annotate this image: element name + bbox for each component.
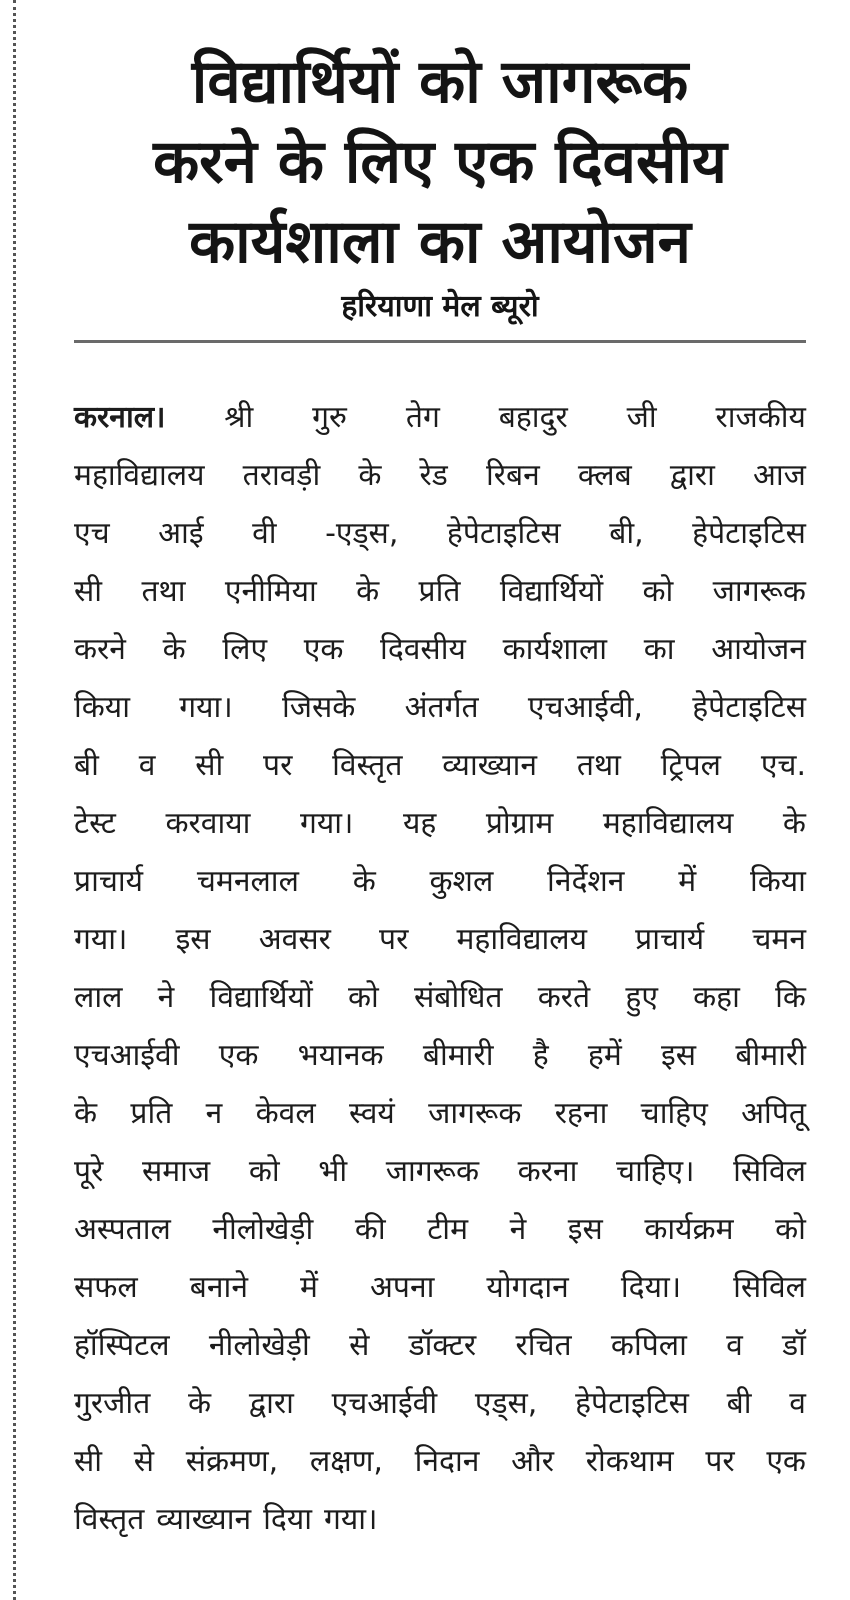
- body-word: डॉक्टर: [408, 1328, 477, 1363]
- body-word: ट्रिपल: [660, 748, 722, 783]
- body-word: निर्देशन: [547, 864, 625, 899]
- body-word: कहा: [693, 980, 740, 1015]
- body-line: [74, 1027, 806, 1085]
- body-word: में: [300, 1270, 318, 1305]
- body-line: [74, 911, 806, 969]
- headline-divider: [74, 340, 806, 343]
- body-word: में: [678, 864, 697, 899]
- body-line: [74, 969, 806, 1027]
- body-word: प्राचार्य: [635, 922, 705, 957]
- column-separator-rule: [13, 0, 16, 1600]
- body-word: व्याख्यान: [156, 1502, 252, 1537]
- body-word: के: [358, 458, 382, 493]
- body-word: यह: [402, 806, 437, 841]
- body-word: चमनलाल: [196, 864, 299, 899]
- body-line: [74, 795, 806, 853]
- body-word: प्राचार्य: [74, 864, 144, 899]
- body-word: बीमारी: [735, 1038, 806, 1073]
- body-word: हेपेटाइटिस: [446, 516, 561, 551]
- body-word: अंतर्गत: [404, 690, 479, 725]
- headline-line: करने के लिए एक दिवसीय: [153, 127, 727, 197]
- body-word: एचआईवी: [74, 1038, 180, 1073]
- body-line: [74, 679, 806, 737]
- body-word: को: [348, 980, 379, 1015]
- body-word: न: [205, 1096, 223, 1131]
- body-word: बनाने: [189, 1270, 248, 1305]
- body-word: तथा: [576, 748, 621, 783]
- body-word: तरावड़ी: [242, 458, 321, 493]
- body-word: किया: [749, 864, 806, 899]
- body-word: इस: [661, 1038, 697, 1073]
- body-word: श्री: [224, 400, 254, 435]
- body-word: एड्स,: [474, 1386, 538, 1421]
- headline: [74, 42, 806, 282]
- body-line: [74, 1259, 806, 1317]
- body-word: गया।: [179, 690, 233, 725]
- body-word: केवल: [255, 1096, 316, 1131]
- body-word: सिविल: [733, 1154, 806, 1189]
- body-word: राजकीय: [715, 400, 806, 435]
- body-word: सी: [74, 574, 103, 609]
- body-word: लाल: [74, 980, 123, 1015]
- body-word: कुशल: [429, 864, 494, 899]
- body-line: [74, 1375, 806, 1433]
- body-word: एचआईवी: [331, 1386, 438, 1421]
- body-word: बी,: [609, 516, 644, 551]
- body-word: के: [356, 574, 380, 609]
- body-word: पर: [705, 1444, 735, 1479]
- news-article: [74, 42, 806, 1549]
- body-word: रिबन: [485, 458, 540, 493]
- body-word: एच: [74, 516, 110, 551]
- body-line: [74, 1491, 806, 1549]
- body-word: जागरूक: [428, 1096, 522, 1131]
- body-word: विस्तृत: [332, 748, 403, 783]
- body-word: पर: [263, 748, 293, 783]
- body-word: आई: [158, 516, 204, 551]
- body-word: क्लब: [577, 458, 632, 493]
- body-word: बी: [74, 748, 99, 783]
- body-word: हेपेटाइटिस: [692, 516, 806, 551]
- body-word: नीलोखेड़ी: [208, 1328, 310, 1363]
- body-word: दिया: [263, 1502, 313, 1537]
- body-word: महाविद्यालय: [602, 806, 734, 841]
- body-line: [74, 737, 806, 795]
- body-word: गया।: [324, 1502, 378, 1537]
- body-word: दिवसीय: [380, 632, 466, 667]
- body-word: बी: [726, 1386, 752, 1421]
- body-word: के: [352, 864, 376, 899]
- body-word: रेड: [419, 458, 448, 493]
- body-word: अपितू: [741, 1096, 806, 1131]
- body-word: करवाया: [165, 806, 251, 841]
- body-word: वी: [252, 516, 277, 551]
- body-word: एचआईवी,: [527, 690, 643, 725]
- body-word: डॉ: [782, 1328, 806, 1363]
- body-word: हुए: [625, 980, 658, 1015]
- body-word: तेग: [405, 400, 440, 435]
- body-word: द्वारा: [669, 458, 715, 493]
- body-word: इस: [567, 1212, 603, 1247]
- body-word: बहादुर: [498, 400, 568, 435]
- body-word: हॉस्पिटल: [74, 1328, 170, 1363]
- body-word: तथा: [141, 574, 186, 609]
- byline: हरियाणा मेल ब्यूरो: [341, 289, 539, 324]
- body-word: रचित: [515, 1328, 572, 1363]
- body-word: लक्षण,: [309, 1444, 383, 1479]
- body-word: रोकथाम: [585, 1444, 674, 1479]
- body-word: एच.: [760, 748, 806, 783]
- body-line: [74, 1433, 806, 1491]
- body-word: का: [643, 632, 675, 667]
- body-word: कि: [775, 980, 806, 1015]
- headline-line: कार्यशाला का आयोजन: [189, 207, 691, 277]
- body-word: जी: [626, 400, 657, 435]
- body-word: संबोधित: [414, 980, 503, 1015]
- body-line: [74, 389, 806, 447]
- body-word: एक: [218, 1038, 259, 1073]
- body-word: व: [789, 1386, 806, 1421]
- body-word: सी: [74, 1444, 103, 1479]
- body-word: एक: [303, 632, 344, 667]
- body-word: चाहिए: [640, 1096, 708, 1131]
- body-word: चमन: [752, 922, 806, 957]
- body-word: को: [642, 574, 674, 609]
- body-word: रहना: [554, 1096, 608, 1131]
- body-word: सी: [195, 748, 224, 783]
- body-word: करना: [517, 1154, 578, 1189]
- body-word: अपना: [370, 1270, 435, 1305]
- body-word: व: [138, 748, 156, 783]
- body-word: ने: [509, 1212, 527, 1247]
- body-line: [74, 853, 806, 911]
- body-word: अवसर: [258, 922, 331, 957]
- body-word: है: [532, 1038, 549, 1073]
- body-word: निदान: [414, 1444, 480, 1479]
- body-word: के: [782, 806, 806, 841]
- body-word: टीम: [427, 1212, 469, 1247]
- body-word: विद्यार्थियों: [209, 980, 313, 1015]
- body-word: द्वारा: [248, 1386, 294, 1421]
- body-word: सफल: [74, 1270, 138, 1305]
- body-word: महाविद्यालय: [456, 922, 587, 957]
- body-word: प्रति: [130, 1096, 173, 1131]
- body-word: व्याख्यान: [442, 748, 538, 783]
- body-word: विस्तृत: [74, 1502, 145, 1537]
- body-word: दिया।: [620, 1270, 682, 1305]
- body-word: की: [354, 1212, 386, 1247]
- body-word: आयोजन: [711, 632, 806, 667]
- body-word: हमें: [587, 1038, 622, 1073]
- body-word: टेस्ट: [74, 806, 116, 841]
- body-word: इस: [175, 922, 211, 957]
- body-word: व: [726, 1328, 743, 1363]
- body-word: करने: [74, 632, 126, 667]
- body-word: गया।: [299, 806, 354, 841]
- article-body: [74, 389, 806, 1549]
- body-word: कार्यक्रम: [644, 1212, 734, 1247]
- body-word: समाज: [141, 1154, 211, 1189]
- body-word: को: [775, 1212, 806, 1247]
- body-word: जागरूक: [385, 1154, 480, 1189]
- body-word: सिविल: [733, 1270, 806, 1305]
- body-word: एनीमिया: [224, 574, 317, 609]
- body-line: [74, 621, 806, 679]
- body-word: ने: [157, 980, 175, 1015]
- body-word: कपिला: [610, 1328, 687, 1363]
- body-line: [74, 505, 806, 563]
- body-word: भी: [318, 1154, 348, 1189]
- body-word: गुरजीत: [74, 1386, 151, 1421]
- body-line: [74, 447, 806, 505]
- body-line: [74, 1317, 806, 1375]
- body-word: गया।: [74, 922, 128, 957]
- body-word: के: [162, 632, 186, 667]
- body-word: गुरु: [312, 400, 347, 435]
- body-word: कार्यशाला: [502, 632, 608, 667]
- body-word: के: [188, 1386, 212, 1421]
- body-word: पूरे: [74, 1154, 104, 1189]
- body-word: से: [133, 1444, 155, 1479]
- body-word: से: [349, 1328, 370, 1363]
- body-word: करते: [537, 980, 591, 1015]
- body-word: आज: [753, 458, 806, 493]
- body-word: प्रति: [418, 574, 461, 609]
- body-word: एक: [766, 1444, 806, 1479]
- body-word: पर: [379, 922, 409, 957]
- body-word: -एड्स,: [325, 516, 399, 551]
- body-line: [74, 1201, 806, 1259]
- body-word: संक्रमण,: [185, 1444, 279, 1479]
- body-word: लिए: [222, 632, 268, 667]
- body-word: हेपेटाइटिस: [575, 1386, 689, 1421]
- body-word: के: [74, 1096, 98, 1131]
- body-word: को: [248, 1154, 280, 1189]
- body-word: योगदान: [486, 1270, 569, 1305]
- body-word: और: [511, 1444, 555, 1479]
- body-word: किया: [74, 690, 130, 725]
- dateline: करनाल।: [74, 400, 166, 435]
- body-line: [74, 563, 806, 621]
- body-word: जागरूक: [712, 574, 806, 609]
- body-word: बीमारी: [422, 1038, 494, 1073]
- body-word: अस्पताल: [74, 1212, 171, 1247]
- body-line: [74, 1085, 806, 1143]
- body-word: हेपेटाइटिस: [692, 690, 806, 725]
- body-word: जिसके: [281, 690, 356, 725]
- body-word: प्रोग्राम: [485, 806, 554, 841]
- body-word: स्वयं: [349, 1096, 395, 1131]
- body-line: [74, 1143, 806, 1201]
- body-word: नीलोखेड़ी: [212, 1212, 314, 1247]
- body-word: भयानक: [297, 1038, 384, 1073]
- body-word: चाहिए।: [616, 1154, 695, 1189]
- headline-line: विद्यार्थियों को जागरूक: [191, 47, 689, 117]
- body-word: महाविद्यालय: [74, 458, 205, 493]
- body-word: विद्यार्थियों: [499, 574, 604, 609]
